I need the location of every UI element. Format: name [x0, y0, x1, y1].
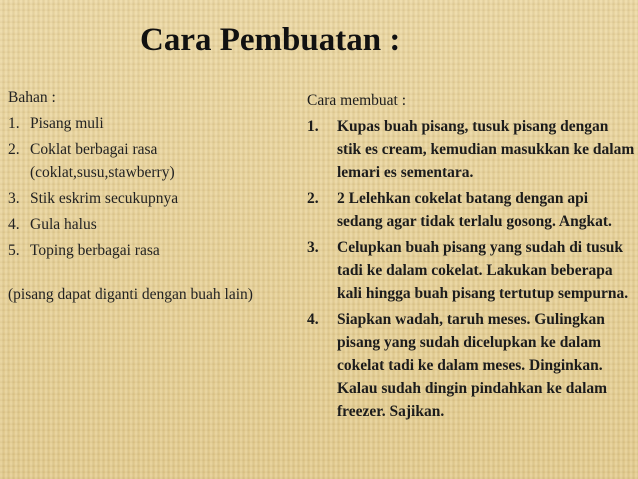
ingredient-number: 1.: [8, 115, 20, 132]
step-text: Kupas buah pisang, tusuk pisang dengan stik es cream, kemudian masukkan ke dalam lemari es sementara.: [337, 118, 635, 181]
ingredient-number: 4.: [8, 216, 20, 233]
step-item: [307, 236, 635, 305]
steps-section: [307, 89, 635, 426]
step-text: Siapkan wadah, taruh meses. Gulingkan pisang yang sudah dicelupkan ke dalam cokelat tadi ke dalam meses. Dinginkan. Kalau sudah dingin pindahkan ke dalam freezer. Sajikan.: [337, 311, 608, 420]
ingredient-number: 5.: [8, 242, 20, 259]
ingredient-item: [8, 187, 300, 210]
ingredients-list: [8, 112, 300, 262]
step-item: [307, 115, 635, 184]
ingredients-section: [8, 86, 300, 306]
ingredients-note: (pisang dapat diganti dengan buah lain): [8, 286, 253, 303]
ingredient-number: 3.: [8, 190, 20, 207]
ingredient-text: Toping berbagai rasa: [30, 242, 160, 259]
ingredient-text: Gula halus: [30, 216, 97, 233]
ingredient-text: Pisang muli: [30, 115, 104, 132]
ingredients-heading: Bahan :: [8, 89, 56, 106]
step-text: 2 Lelehkan cokelat batang dengan api sedang agar tidak terlalu gosong. Angkat.: [337, 190, 612, 230]
ingredient-item: [8, 112, 300, 135]
ingredient-number: 2.: [8, 141, 20, 158]
ingredient-text: Coklat berbagai rasa (coklat,susu,stawberry): [30, 141, 175, 181]
step-text: Celupkan buah pisang yang sudah di tusuk tadi ke dalam cokelat. Lakukan beberapa kali hingga buah pisang tertutup sempurna.: [337, 239, 629, 302]
step-number: 3.: [307, 239, 319, 256]
steps-heading: Cara membuat :: [307, 92, 406, 109]
ingredient-item: [8, 138, 300, 184]
ingredient-text: Stik eskrim secukupnya: [30, 190, 179, 207]
step-number: 2.: [307, 190, 319, 207]
step-item: [307, 187, 635, 233]
step-number: 1.: [307, 118, 319, 135]
slide-title: Cara Pembuatan :: [140, 22, 401, 58]
steps-list: [307, 115, 635, 423]
step-item: [307, 308, 635, 423]
ingredient-item: [8, 239, 300, 262]
step-number: 4.: [307, 311, 319, 328]
ingredient-item: [8, 213, 300, 236]
